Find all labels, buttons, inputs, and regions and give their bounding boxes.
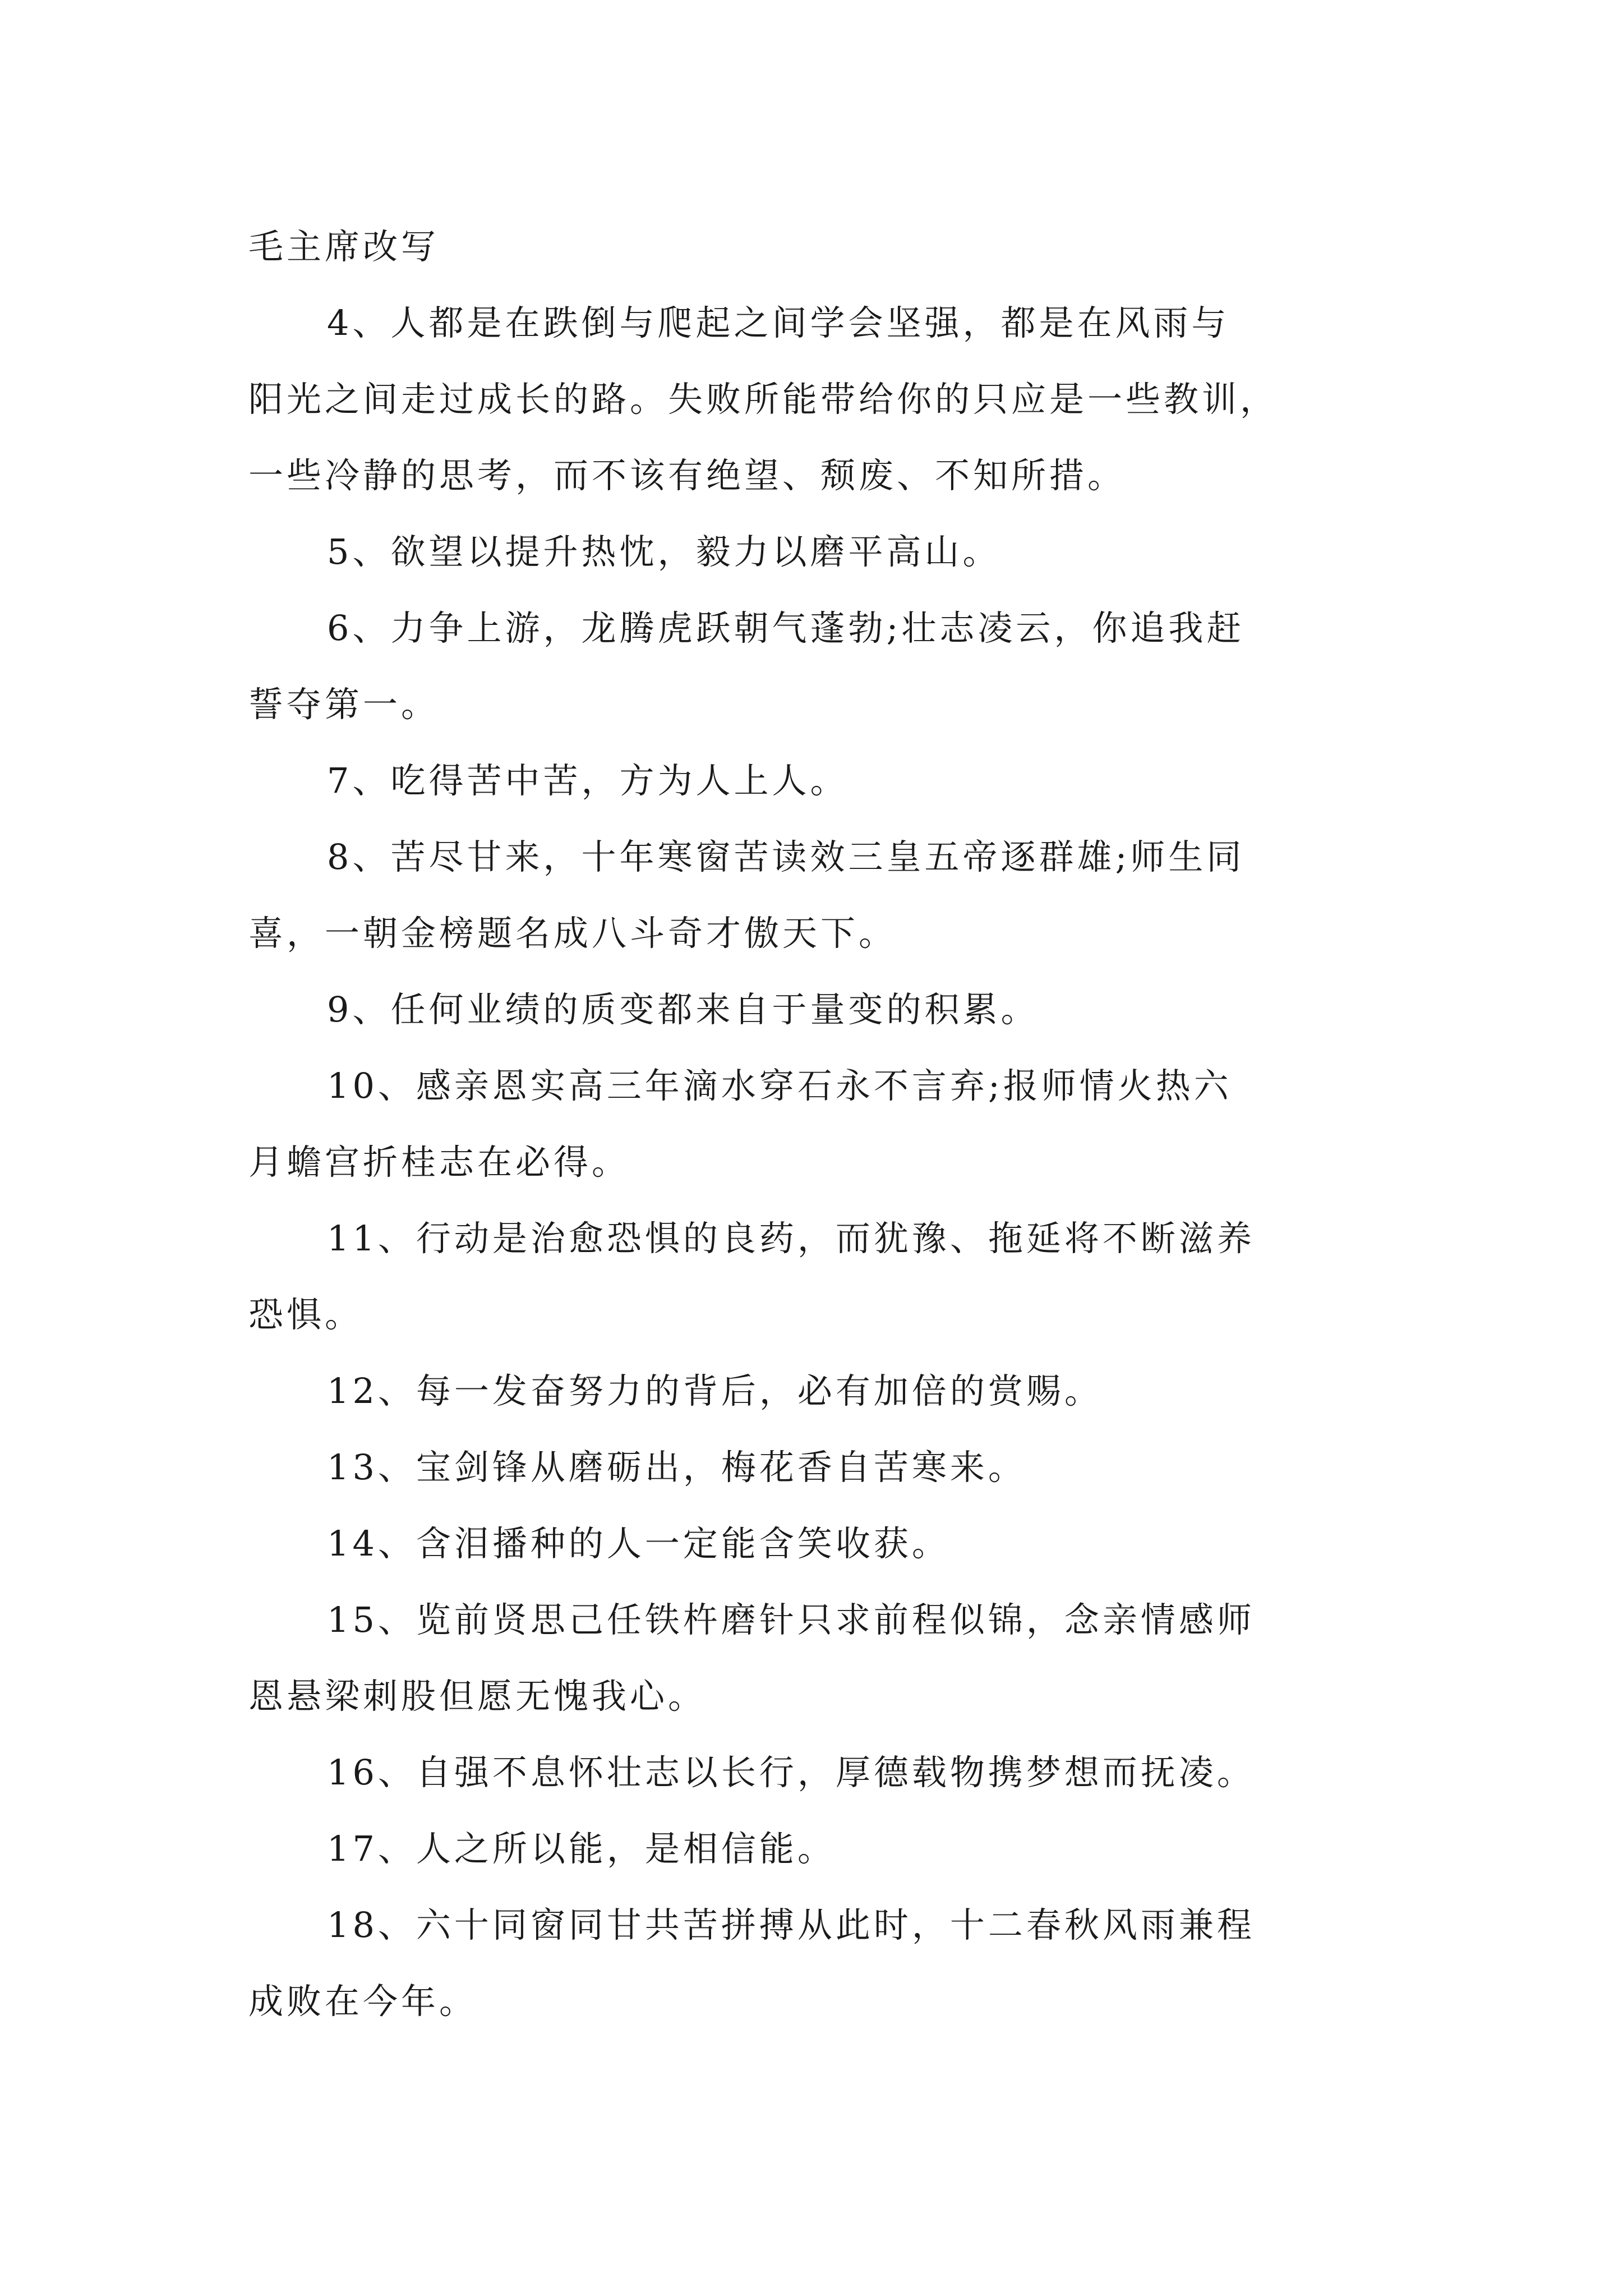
doc-line-8: 7、吃得苦中苦，方为人上人。 <box>327 760 849 801</box>
doc-line-15: 恐惧。 <box>248 1294 363 1335</box>
doc-line-21: 16、自强不息怀壮志以长行，厚德载物携梦想而抚凌。 <box>327 1752 1255 1793</box>
doc-line-20: 恩悬梁刺股但愿无愧我心。 <box>248 1676 707 1717</box>
doc-line-4: 一些冷静的思考，而不该有绝望、颓废、不知所措。 <box>248 455 1126 496</box>
doc-line-6: 6、力争上游，龙腾虎跃朝气蓬勃;壮志凌云，你追我赶 <box>327 608 1245 648</box>
doc-line-3: 阳光之间走过成长的路。失败所能带给你的只应是一些教训， <box>248 379 1279 420</box>
doc-line-1: 毛主席改写 <box>248 226 440 267</box>
doc-line-7: 誓夺第一。 <box>248 684 440 725</box>
doc-line-17: 13、宝剑锋从磨砺出，梅花香自苦寒来。 <box>327 1447 1026 1488</box>
doc-line-12: 10、感亲恩实高三年滴水穿石永不言弃;报师情火热六 <box>327 1065 1232 1106</box>
doc-line-23: 18、六十同窗同甘共苦拼搏从此时，十二春秋风雨兼程 <box>327 1904 1255 1945</box>
doc-line-11: 9、任何业绩的质变都来自于量变的积累。 <box>327 989 1039 1030</box>
doc-line-19: 15、览前贤思己任铁杵磨针只求前程似锦，念亲情感师 <box>327 1599 1255 1640</box>
doc-line-2: 4、人都是在跌倒与爬起之间学会坚强，都是在风雨与 <box>327 302 1230 343</box>
doc-line-16: 12、每一发奋努力的背后，必有加倍的赏赐。 <box>327 1370 1103 1411</box>
doc-line-14: 11、行动是治愈恐惧的良药，而犹豫、拖延将不断滋养 <box>327 1218 1255 1259</box>
document-body <box>248 209 1393 2040</box>
doc-line-13: 月蟾宫折桂志在必得。 <box>248 1142 630 1182</box>
doc-line-22: 17、人之所以能，是相信能。 <box>327 1828 836 1869</box>
doc-line-5: 5、欲望以提升热忱，毅力以磨平高山。 <box>327 531 1001 572</box>
doc-line-9: 8、苦尽甘来，十年寒窗苦读效三皇五帝逐群雄;师生同 <box>327 836 1245 877</box>
doc-line-10: 喜，一朝金榜题名成八斗奇才傲天下。 <box>248 913 897 954</box>
doc-line-18: 14、含泪播种的人一定能含笑收获。 <box>327 1523 950 1564</box>
doc-line-24: 成败在今年。 <box>248 1981 478 2022</box>
